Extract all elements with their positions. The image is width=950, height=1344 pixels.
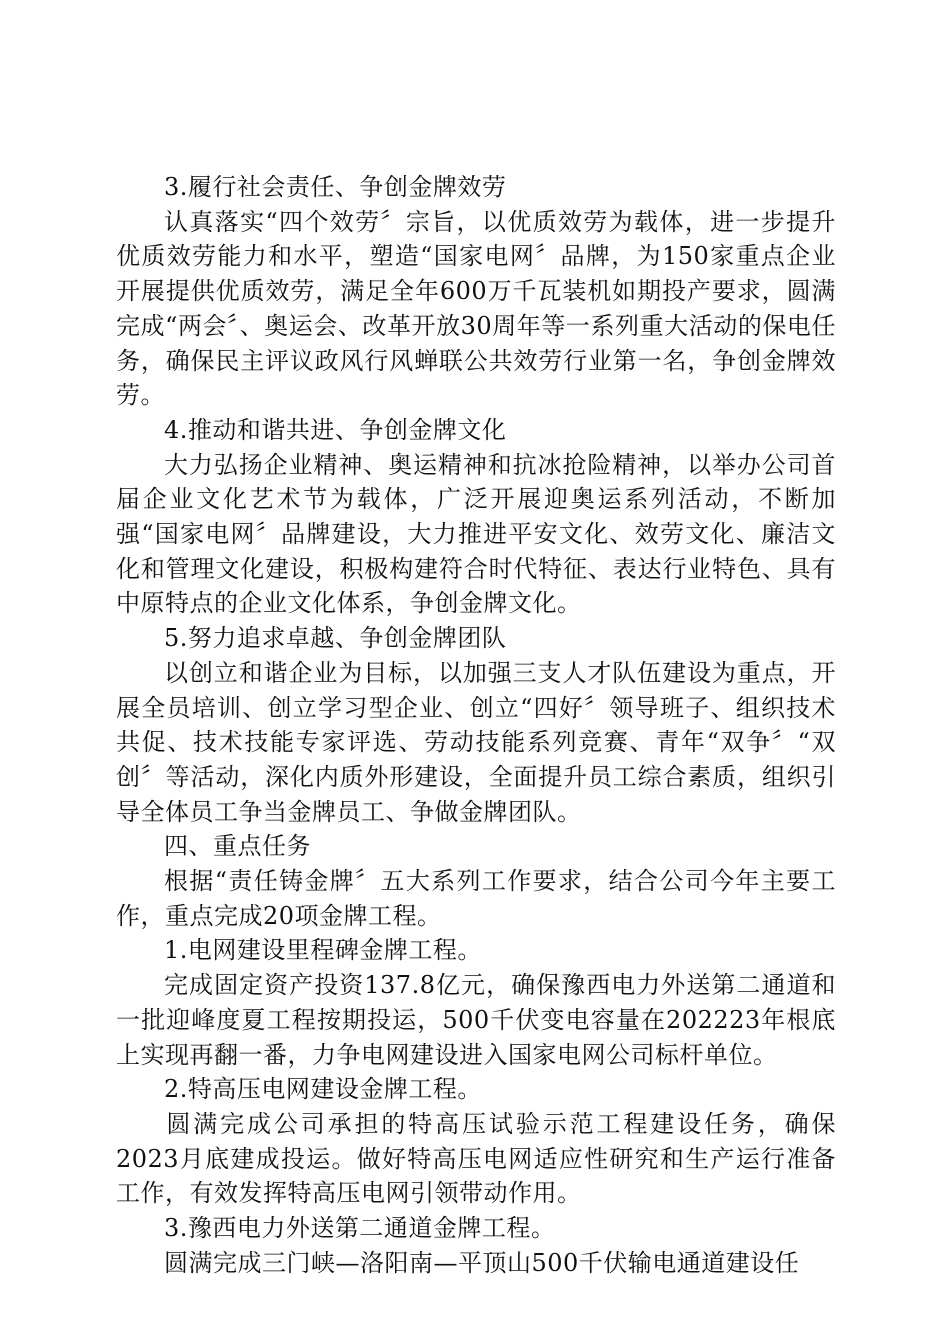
document-body bbox=[116, 170, 836, 1281]
section-heading: 3.履行社会责任、争创金牌效劳 bbox=[164, 173, 507, 201]
section-heading: 5.努力追求卓越、争创金牌团队 bbox=[164, 624, 507, 653]
body-paragraph: 大力弘扬企业精神、奥运精神和抗冰抢险精神，以举办公司首届企业文化艺术节为载体，广泛开展迎奥运系列活动，不断加强“国家电网〞品牌建设，大力推进平安文化、效劳文化、廉洁文化和管理文化建设，积极构建符合时代特征、表达行业特色、具有中原特点的企业文化体系，争创金牌文化。 bbox=[116, 450, 836, 618]
body-paragraph: 圆满完成公司承担的特高压试验示范工程建设任务，确保2023月底建成投运。做好特高压电网适应性研究和生产运行准备工作，有效发挥特高压电网引领带动作用。 bbox=[116, 1109, 836, 1208]
section-heading: 1.电网建设里程碑金牌工程。 bbox=[164, 936, 482, 965]
section-heading: 2.特高压电网建设金牌工程。 bbox=[164, 1075, 482, 1104]
body-paragraph: 认真落实“四个效劳〞宗旨，以优质效劳为载体，进一步提升优质效劳能力和水平，塑造“国家电网〞品牌，为150家重点企业开展提供优质效劳，满足全年600万千瓦装机如期投产要求，圆满完成“两会〞、奥运会、改革开放30周年等一系列重大活动的保电任务，确保民主评议政风行风蝉联公共效劳行业第一名，争创金牌效劳。 bbox=[116, 207, 836, 410]
section-heading: 3.豫西电力外送第二通道金牌工程。 bbox=[164, 1214, 556, 1243]
body-paragraph: 圆满完成三门峡—洛阳南—平顶山500千伏输电通道建设任 bbox=[164, 1248, 800, 1277]
body-paragraph: 以创立和谐企业为目标，以加强三支人才队伍建设为重点，开展全员培训、创立学习型企业、创立“四好〞领导班子、组织技术共促、技术技能专家评选、劳动技能系列竞赛、青年“双争〞“双创〞等活动，深化内质外形建设，全面提升员工综合素质，组织引导全体员工争当金牌员工、争做金牌团队。 bbox=[116, 658, 836, 826]
body-paragraph: 根据“责任铸金牌〞五大系列工作要求，结合公司今年主要工作，重点完成20项金牌工程。 bbox=[116, 867, 836, 930]
section-heading: 4.推动和谐共进、争创金牌文化 bbox=[164, 415, 507, 444]
body-paragraph: 完成固定资产投资137.8亿元，确保豫西电力外送第二通道和一批迎峰度夏工程按期投运，500千伏变电容量在202223年根底上实现再翻一番，力争电网建设进入国家电网公司标杆单位。 bbox=[116, 971, 836, 1069]
chapter-heading: 四、重点任务 bbox=[164, 832, 311, 861]
